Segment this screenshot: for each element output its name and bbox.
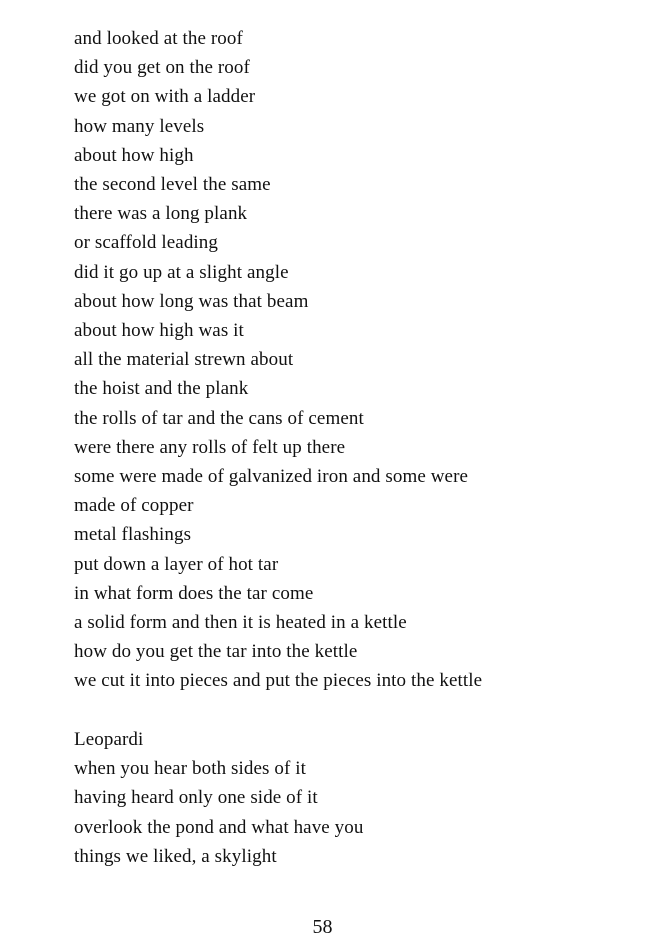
poem-line: were there any rolls of felt up there	[74, 436, 346, 458]
poem-stanza-2	[74, 725, 634, 871]
poem-line: in what form does the tar come	[74, 582, 314, 604]
poem-line: some were made of galvanized iron and some were	[74, 466, 469, 488]
poem-line: made of copper	[74, 495, 194, 517]
poem-line: all the material strewn about	[74, 349, 294, 371]
poem-line: did you get on the roof	[74, 57, 250, 79]
poem-line: the rolls of tar and the cans of cement	[74, 407, 364, 429]
poem-stanza-1	[74, 24, 634, 696]
poem-line: and looked at the roof	[74, 28, 243, 49]
poem-line: how do you get the tar into the kettle	[74, 641, 358, 663]
poem-line: we cut it into pieces and put the pieces into the kettle	[74, 670, 483, 692]
poem-line: metal flashings	[74, 524, 192, 546]
poem-line: when you hear both sides of it	[74, 758, 307, 780]
poem-line: there was a long plank	[74, 203, 248, 225]
poem-line: the second level the same	[74, 174, 271, 196]
poem-line: did it go up at a slight angle	[74, 261, 289, 283]
poem-line: about how high was it	[74, 320, 244, 342]
poem-line: put down a layer of hot tar	[74, 553, 279, 575]
poem-line: a solid form and then it is heated in a kettle	[74, 612, 407, 634]
page-number: 58	[312, 916, 333, 938]
poem-line: or scaffold leading	[74, 232, 219, 254]
poem-line: things we liked, a skylight	[74, 845, 277, 867]
poem-line: Leopardi	[74, 729, 144, 750]
poem-line: having heard only one side of it	[74, 787, 318, 809]
poem-line: the hoist and the plank	[74, 378, 249, 400]
poem-line: about how long was that beam	[74, 290, 309, 312]
poem-line: we got on with a ladder	[74, 86, 256, 108]
poem-line: about how high	[74, 144, 194, 166]
poem-line: how many levels	[74, 115, 205, 137]
poem-line: overlook the pond and what have you	[74, 816, 364, 838]
